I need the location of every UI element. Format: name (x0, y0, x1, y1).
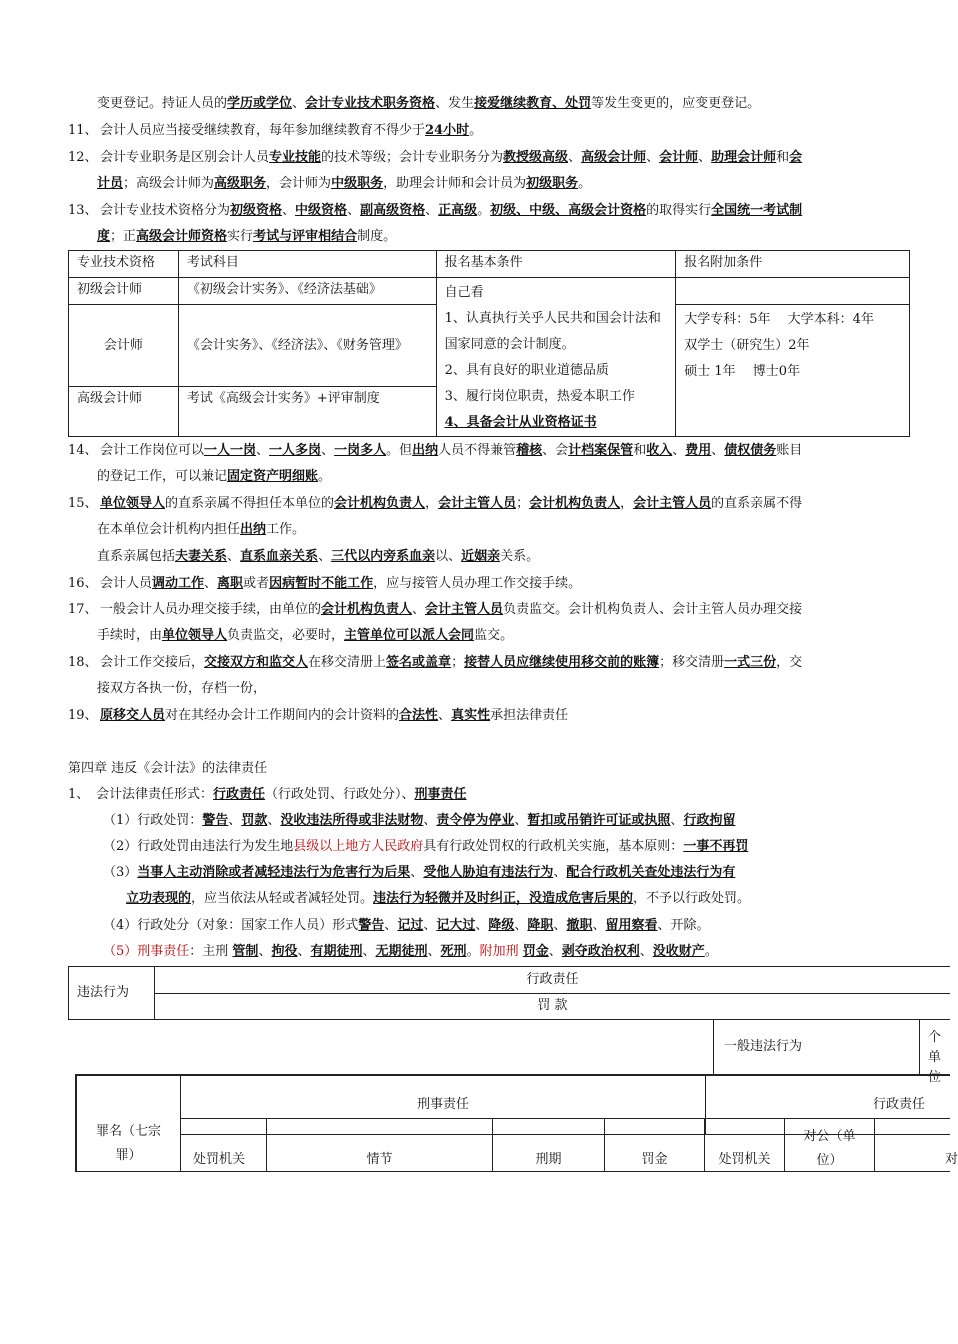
crime-name-header: 罪名（七宗罪） (77, 1076, 181, 1172)
item-11: 11、 会计人员应当接受继续教育，每年参加继续教育不得少于24小时。 (68, 123, 483, 138)
table-header: 报名基本条件 (436, 251, 676, 278)
table-cell: 会计师 (69, 305, 179, 387)
item-15: 15、 单位领导人的直系亲属不得担任本单位的会计机构负责人，会计主管人员；会计机构负责人，会计主管人员的直系亲属不得 (68, 496, 803, 511)
table-header: 考试科目 (178, 251, 436, 278)
penalty-organ-header: 处罚机关 (181, 1118, 267, 1172)
condition: 双学士（研究生）2年 (684, 338, 810, 353)
item-16: 16、 会计人员调动工作、离职或者因病暂时不能工作，应与接管人员办理工作交接手续。 (68, 576, 582, 591)
qualification-table (68, 250, 910, 437)
item-15-relatives: 直系亲属包括夫妻关系、直系血亲关系、三代以内旁系血亲以、近姻亲关系。 (97, 549, 540, 564)
admin-liability-header: 行政责任 (705, 1076, 950, 1135)
admin-penalty-line: （1）行政处罚：警告、罚款、没收违法所得或非法财物、责令停为停业、暂扣或吊销许可证或执照、行政拘留 (103, 813, 736, 828)
table-cell (676, 278, 910, 305)
criminal-penalty-line: （5）刑事责任：主刑 管制、拘役、有期徒刑、无期徒刑、死刑。附加刑 罚金、剥夺政治权利、没收财产。 (103, 944, 718, 959)
basic-conditions-cell (436, 278, 676, 437)
public-unit-header: 对公（单位） (785, 1118, 875, 1172)
item-14: 14、 会计工作岗位可以一人一岗、一人多岗、一岗多人。但出纳人员不得兼管稽核、会计档案保管和收入、费用、债权债务账目 (68, 443, 803, 458)
table-cell: 考试《高级会计实务》+评审制度 (178, 387, 436, 437)
table-header: 报名附加条件 (676, 251, 910, 278)
table-row (69, 278, 910, 305)
general-violation-block (713, 1020, 951, 1085)
condition: 大学专科：5年 大学本科：4年 (684, 312, 874, 327)
table-cell: 《初级会计实务》、《经济法基础》 (178, 278, 436, 305)
chapter-item-1: 1、 会计法律责任形式：行政责任（行政处罚、行政处分）、刑事责任 (68, 787, 467, 802)
item-12: 12、 会计专业职务是区别会计人员专业技能的技术等级；会计专业职务分为教授级高级、高级会计师、会计师、助理会计师和会 (68, 150, 803, 165)
condition: 3、履行岗位职责，热爱本职工作 (444, 389, 635, 404)
item-18-cont: 接双方各执一份，存档一份， (97, 681, 267, 696)
item-17-cont: 手续时，由单位领导人负责监交，必要时，主管单位可以派人会同监交。 (97, 628, 514, 643)
personal-cell: 个 单位 (928, 1030, 942, 1085)
admin-sanction-line: （4）行政处分（对象：国家工作人员）形式警告、记过、记大过、降级、降职、撤职、留用察看、开除。 (103, 918, 710, 933)
fine-header: 罚 款 (537, 998, 568, 1013)
table-cell: 高级会计师 (69, 387, 179, 437)
admin-penalty-authority-line: （2）行政处罚由违法行为发生地县级以上地方人民政府具有行政处罚权的行政机关实施，基本原则：一事不再罚 (103, 839, 749, 854)
fine-header: 罚金 (605, 1118, 705, 1172)
item-14-cont: 的登记工作，可以兼记固定资产明细账。 (97, 469, 332, 484)
condition: 4、具备会计从业资格证书 (444, 415, 597, 430)
item-19: 19、 原移交人员对在其经办会计工作期间内的会计资料的合法性、真实性承担法律责任 (68, 708, 569, 723)
admin-liability-header: 行政责任 (155, 967, 950, 994)
violation-table (68, 966, 950, 1020)
lenient-penalty-cont: 立功表现的，应当依法从轻或者减轻处罚。违法行为轻微并及时纠正，没造成危害后果的，不予以行政处罚。 (126, 891, 751, 906)
condition: 2、具有良好的职业道德品质 (444, 363, 609, 378)
condition: 硕士 1年 博士0年 (684, 364, 801, 379)
lenient-penalty-line: （3）当事人主动消除或者减轻违法行为危害行为后果、受他人胁迫有违法行为、配合行政机关查处违法行为有 (103, 865, 736, 880)
item-15-cont: 在本单位会计机构内担任出纳工作。 (97, 522, 306, 537)
chapter-title: 第四章 违反《会计法》的法律责任 (68, 761, 268, 776)
item-12-cont: 计员；高级会计师为高级职务，会计师为中级职务，助理会计师和会计员为初级职务。 (97, 176, 592, 191)
personal-header: 对 (875, 1118, 950, 1172)
table-cell: 初级会计师 (69, 278, 179, 305)
term-header: 刑期 (493, 1118, 605, 1172)
extra-conditions-cell (676, 305, 910, 437)
crime-table (75, 1074, 958, 1172)
plot-header: 情节 (267, 1118, 493, 1172)
condition: 1、认真执行关乎人民共和国会计法和国家同意的会计制度。 (444, 311, 661, 352)
item-18: 18、 会计工作交接后，交接双方和监交人在移交清册上签名或盖章；接替人员应继续使用移交前的账簿；移交清册一式三份，交 (68, 655, 803, 670)
table-cell: 《会计实务》、《经济法》、《财务管理》 (178, 305, 436, 387)
violation-header: 违法行为 (69, 967, 155, 1019)
table-header: 专业技术资格 (69, 251, 179, 278)
general-violation-cell: 一般违法行为 (714, 1020, 920, 1074)
condition: 自己看 (444, 285, 484, 300)
item-13: 13、 会计专业技术资格分为初级资格、中级资格、副高级资格、正高级。初级、中级、高级会计资格的取得实行全国统一考试制 (68, 203, 803, 218)
text-line: 变更登记。持证人员的学历或学位、会计专业技术职务资格、发生接爱继续教育、处罚等发生变更的，应变更登记。 (97, 96, 761, 111)
penalty-organ-header: 处罚机关 (705, 1118, 785, 1172)
table-header-row (69, 251, 910, 278)
item-13-cont: 度；正高级会计师资格实行考试与评审相结合制度。 (97, 229, 397, 244)
criminal-liability-header: 刑事责任 (181, 1076, 706, 1135)
item-17: 17、 一般会计人员办理交接手续，由单位的会计机构负责人、会计主管人员负责监交。会计机构负责人、会计主管人员办理交接 (68, 602, 803, 617)
